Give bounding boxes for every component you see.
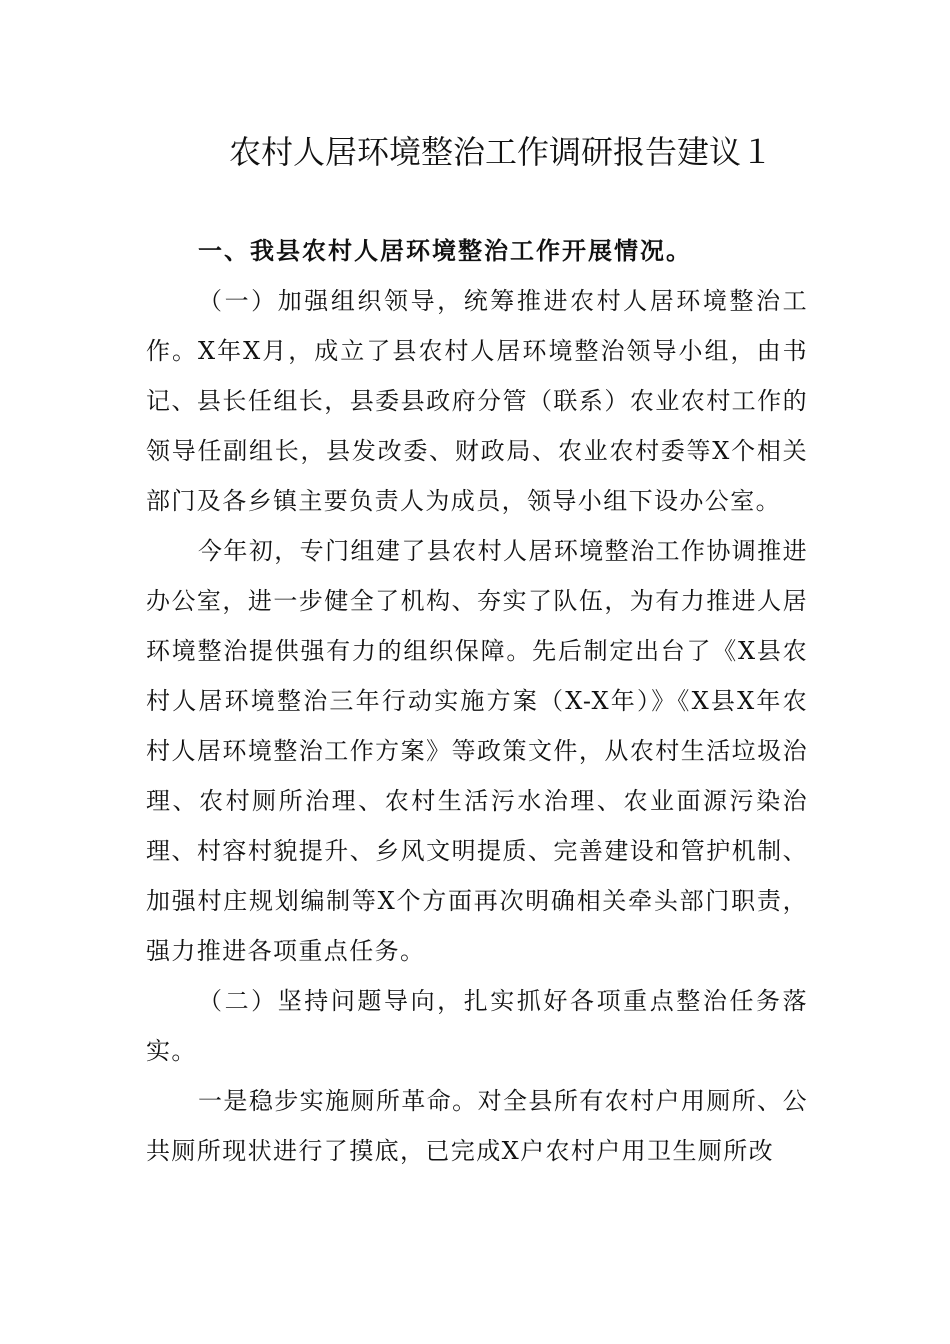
paragraph-org-leadership: （一）加强组织领导，统筹推进农村人居环境整治工作。X年X月，成立了县农村人居环境整治领导小组，由书记、县长任组长，县委县政府分管（联系）农业农村工作的领导任副组长，县发改委、财政局、农业农村委等X个相关部门及各乡镇主要负责人为成员，领导小组下设办公室。 (146, 287, 808, 515)
section-heading: 一、我县农村人居环境整治工作开展情况。 (198, 237, 692, 265)
paragraph-coordination-office: 今年初，专门组建了县农村人居环境整治工作协调推进办公室，进一步健全了机构、夯实了队伍，为有力推进人居环境整治提供强有力的组织保障。先后制定出台了《X县农村人居环境整治三年行动实施方案（X-X年）》《X县X年农村人居环境整治工作方案》等政策文件，从农村生活垃圾治理、农村厕所治理、农村生活污水治理、农业面源污染治理、村容村貌提升、乡风文明提质、完善建设和管护机制、加强村庄规划编制等X个方面再次明确相关牵头部门职责，强力推进各项重点任务。 (146, 537, 808, 965)
document-title: 农村人居环境整治工作调研报告建议１ (228, 133, 773, 171)
paragraph-problem-oriented: （二）坚持问题导向，扎实抓好各项重点整治任务落实。 (146, 987, 808, 1065)
document-body (146, 276, 808, 1176)
paragraph-toilet-revolution: 一是稳步实施厕所革命。对全县所有农村户用厕所、公共厕所现状进行了摸底，已完成X户农村户用卫生厕所改 (146, 1087, 808, 1165)
